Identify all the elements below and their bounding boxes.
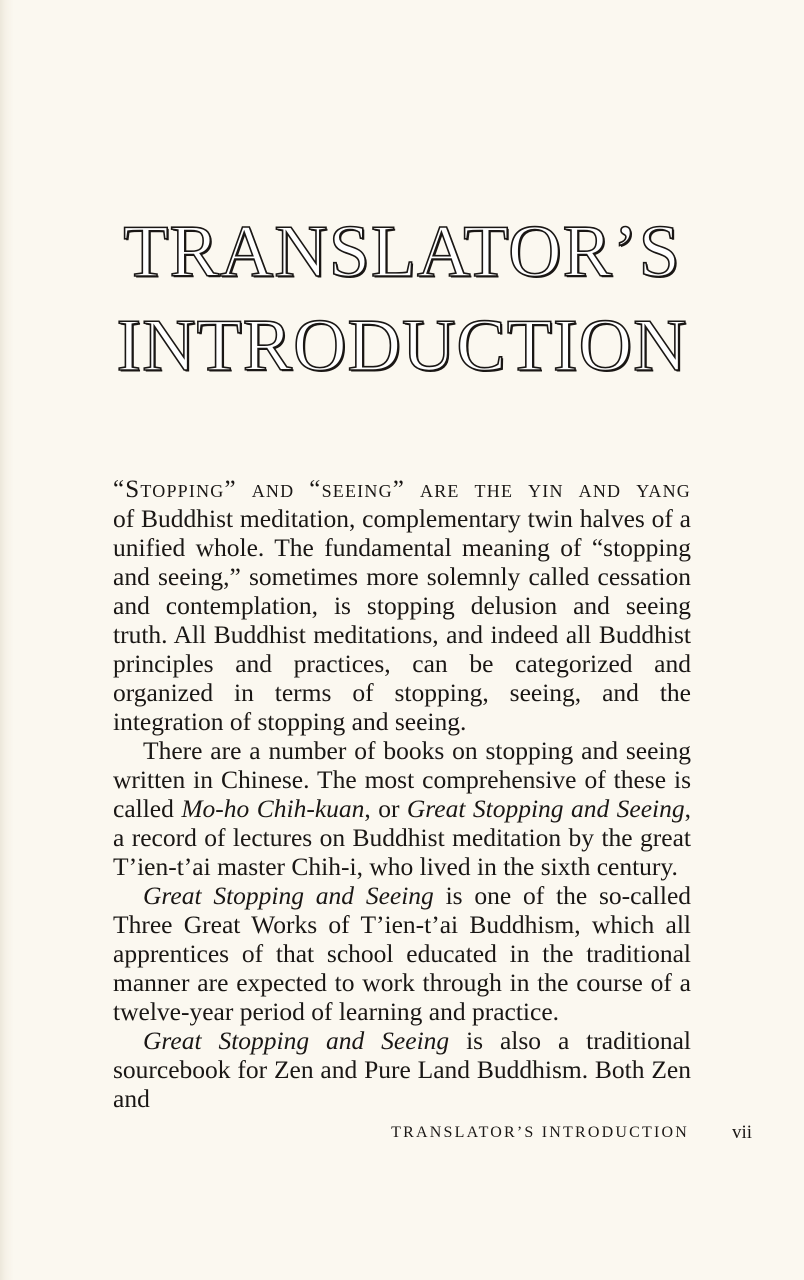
book-title-great-stopping-and-seeing: Great Stopping and Seeing [143, 1026, 450, 1055]
chapter-title-line-2: INTRODUCTION [116, 305, 688, 387]
book-title-mo-ho-chih-kuan: Mo-ho Chih-kuan [181, 794, 365, 823]
book-title-great-stopping-and-seeing: Great Stopping and Seeing [406, 794, 685, 823]
paragraph-3 [113, 881, 691, 1026]
paragraph-2-text-b: , or [364, 794, 407, 823]
paragraph-2-text-c: , a record of lectures on Buddhist meditation by the great T’ien-t’ai master Chih-i, who lived in the sixth century. [113, 794, 692, 881]
paragraph-1-text: of Buddhist meditation, complementary twin halves of a unified whole. The fundamental meaning of “stopping and seeing,” sometimes more solemnly called cessation and contemplation, is stopping delusion and seeing truth. All Buddhist meditations, and indeed all Buddhist principles and practices, can be categorized and organized in terms of stopping, seeing, and the integration of stopping and seeing. [113, 504, 691, 736]
paragraph-2 [113, 736, 691, 881]
paragraph-1 [113, 475, 691, 736]
paragraph-4 [113, 1026, 691, 1113]
chapter-title-line-1: TRANSLATOR’S [123, 211, 681, 293]
page-footer [0, 1124, 804, 1148]
paragraph-4-text: is also a traditional sourcebook for Zen and Pure Land Buddhism. Both Zen and [113, 1026, 691, 1113]
book-title-great-stopping-and-seeing: Great Stopping and Seeing [143, 881, 434, 910]
paragraph-3-text: is one of the so-called Three Great Works of T’ien-t’ai Buddhism, which all apprentices of that school educated in the traditional manner are expected to work through in the course of a twelve-year period of learning and practice. [113, 881, 692, 1026]
running-head: TRANSLATOR’S INTRODUCTION [391, 1124, 689, 1141]
paragraph-2-text-a: There are a number of books on stopping and seeing written in Chinese. The most comprehensive of these is called [113, 736, 691, 823]
page-number: vii [731, 1122, 752, 1143]
small-caps-lead-in: “Stopping” and “seeing” are the yin and yang [113, 476, 691, 503]
chapter-title [0, 205, 804, 393]
body-text [113, 475, 691, 1113]
